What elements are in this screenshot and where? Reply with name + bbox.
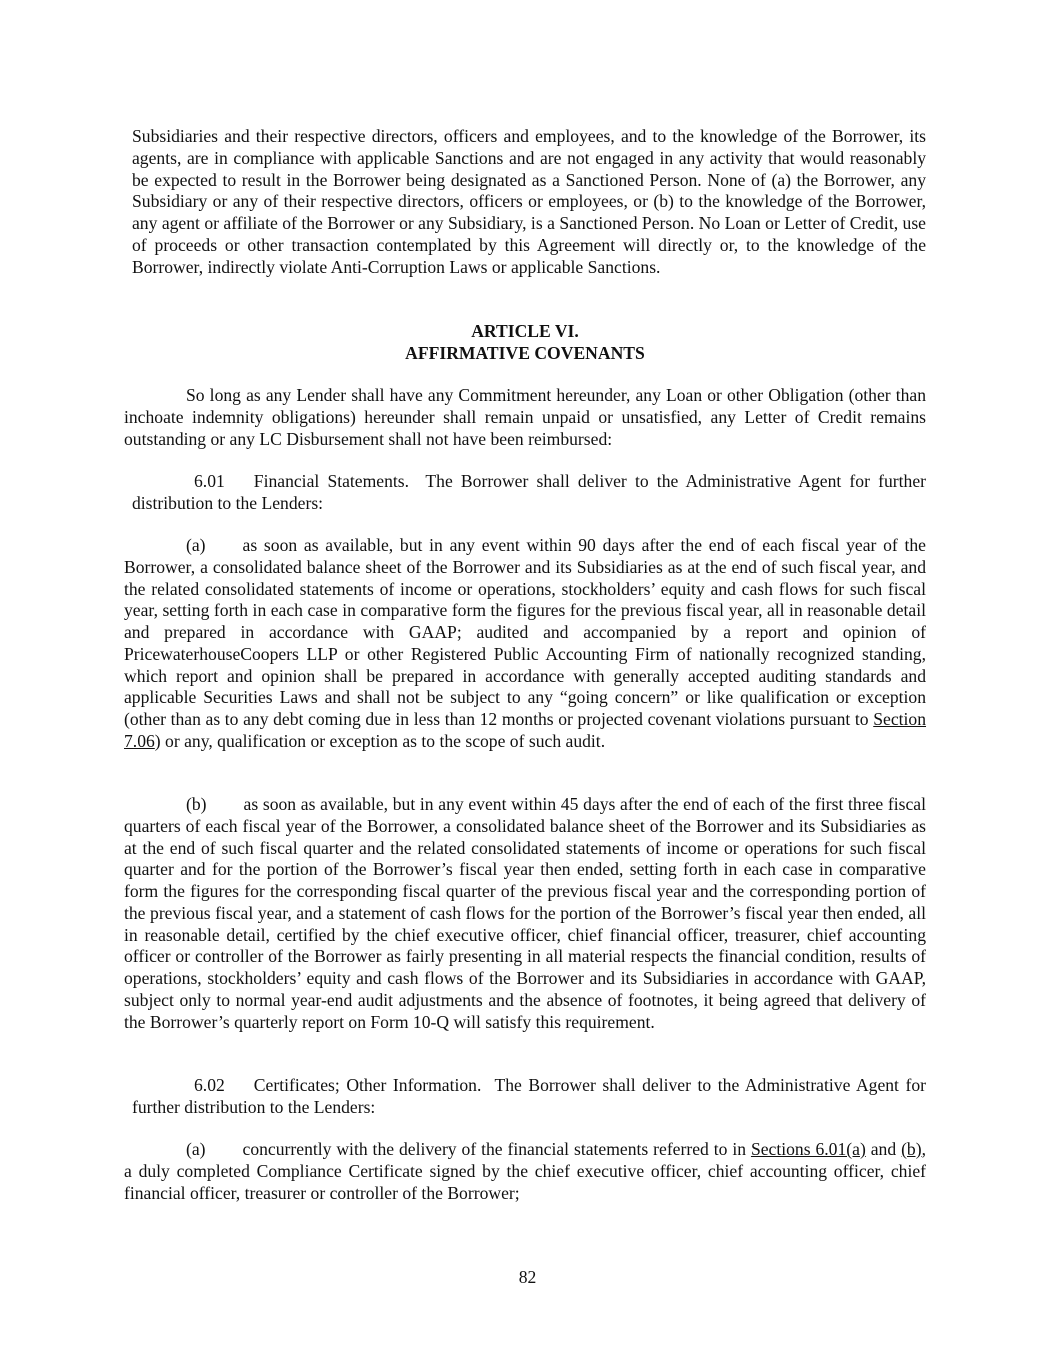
section-6-01-item-a	[124, 535, 926, 753]
section-6-02-item-a	[124, 1139, 926, 1204]
section-6-01-heading: Financial Statements.	[253, 471, 410, 491]
item-602a-and: and	[870, 1139, 897, 1159]
article-title: AFFIRMATIVE COVENANTS	[405, 343, 645, 363]
item-b-text: as soon as available, but in any event within 45 days after the end of each of the first three fiscal quarters of each fiscal year of the Borrower, a consolidated balance sheet of the Borrower and its Subsidiaries as at the end of such fiscal quarter and the related consolidated statements of income or operations for such fiscal quarter and for the portion of the Borrower’s fiscal year then ended, setting forth in each case in comparative form the figures for the corresponding fiscal quarter of the previous fiscal year and the corresponding portion of the previous fiscal year, and a statement of cash flows for the portion of the Borrower’s fiscal year then ended, all in reasonable detail, certified by the chief executive officer, chief financial officer, treasurer, chief accounting officer or controller of the Borrower as fairly presenting in all material respects the financial condition, results of operations, stockholders’ equity and cash flows of the Borrower and its Subsidiaries in accordance with GAAP, subject only to normal year-end audit adjustments and the absence of footnotes, it being agreed that delivery of the Borrower’s quarterly report on Form 10-Q will satisfy this requirement.	[124, 794, 926, 1032]
item-602a-text-end: , a duly completed Compliance Certificate signed by the chief executive officer, chief accounting officer, chief financial officer, treasurer or controller of the Borrower;	[124, 1139, 926, 1203]
intro-paragraph: So long as any Lender shall have any Commitment hereunder, any Loan or other Obligation (other than inchoate indemnity obligations) hereunder shall remain unpaid or unsatisfied, any Letter of Credit remains outstanding or any LC Disbursement shall not have been reimbursed:	[124, 385, 926, 449]
section-b-link[interactable]: (b)	[901, 1139, 922, 1159]
section-7-06-link[interactable]: Section 7.06	[124, 709, 927, 751]
page-number: 82	[518, 1267, 537, 1287]
sanctions-paragraph: Subsidiaries and their respective directors, officers and employees, and to the knowledge of the Borrower, its agents, are in compliance with applicable Sanctions and are not engaged in any activity that would reasonably be expected to result in the Borrower being designated as a Sanctioned Person. None of (a) the Borrower, any Subsidiary or any of their respective directors, officers or employees, or (b) to the knowledge of the Borrower, any agent or affiliate of the Borrower or any Subsidiary, is a Sanctioned Person. No Loan or Letter of Credit, use of proceeds or other transaction contemplated by this Agreement will directly or, to the knowledge of the Borrower, indirectly violate Anti-Corruption Laws or applicable Sanctions.	[132, 126, 926, 277]
article-number: ARTICLE VI.	[471, 321, 579, 341]
section-6-02-text: The Borrower shall deliver to the Administrative Agent for further distribution to the Lenders:	[132, 1075, 927, 1117]
section-6-01	[132, 471, 926, 515]
section-6-02-heading: Certificates; Other Information.	[253, 1075, 482, 1095]
item-b-label: (b)	[186, 794, 207, 814]
item-a-text-end: ) or any, qualification or exception as to the scope of such audit.	[154, 730, 606, 751]
item-a-text: as soon as available, but in any event within 90 days after the end of each fiscal year of the Borrower, a consolidated balance sheet of the Borrower and its Subsidiaries as at the end of such fiscal year, and the related consolidated statements of income or operations, stockholders’ equity and cash flows for such fiscal year, setting forth in each case in comparative form the figures for the previous fiscal year, all in reasonable detail and prepared in accordance with GAAP; audited and accompanied by a report and opinion of PricewaterhouseCoopers LLP or other Registered Public Accounting Firm of nationally recognized standing, which report and opinion shall be prepared in accordance with generally accepted auditing standards and applicable Securities Laws and shall not be subject to any “going concern” or like qualification or exception (other than as to any debt coming due in less than 12 months or projected covenant violations pursuant to	[124, 535, 926, 729]
section-6-01-text: The Borrower shall deliver to the Administrative Agent for further distribution to the Lenders:	[132, 471, 926, 513]
section-6-01-item-b	[124, 794, 926, 1033]
section-6-02	[132, 1075, 926, 1119]
item-602a-label: (a)	[186, 1139, 206, 1159]
item-a-label: (a)	[186, 535, 206, 555]
sections-6-01a-link[interactable]: Sections 6.01(a)	[750, 1139, 866, 1159]
item-602a-text: concurrently with the delivery of the financial statements referred to in	[242, 1139, 747, 1159]
section-6-01-number: 6.01	[194, 471, 225, 491]
section-6-02-number: 6.02	[194, 1075, 225, 1095]
